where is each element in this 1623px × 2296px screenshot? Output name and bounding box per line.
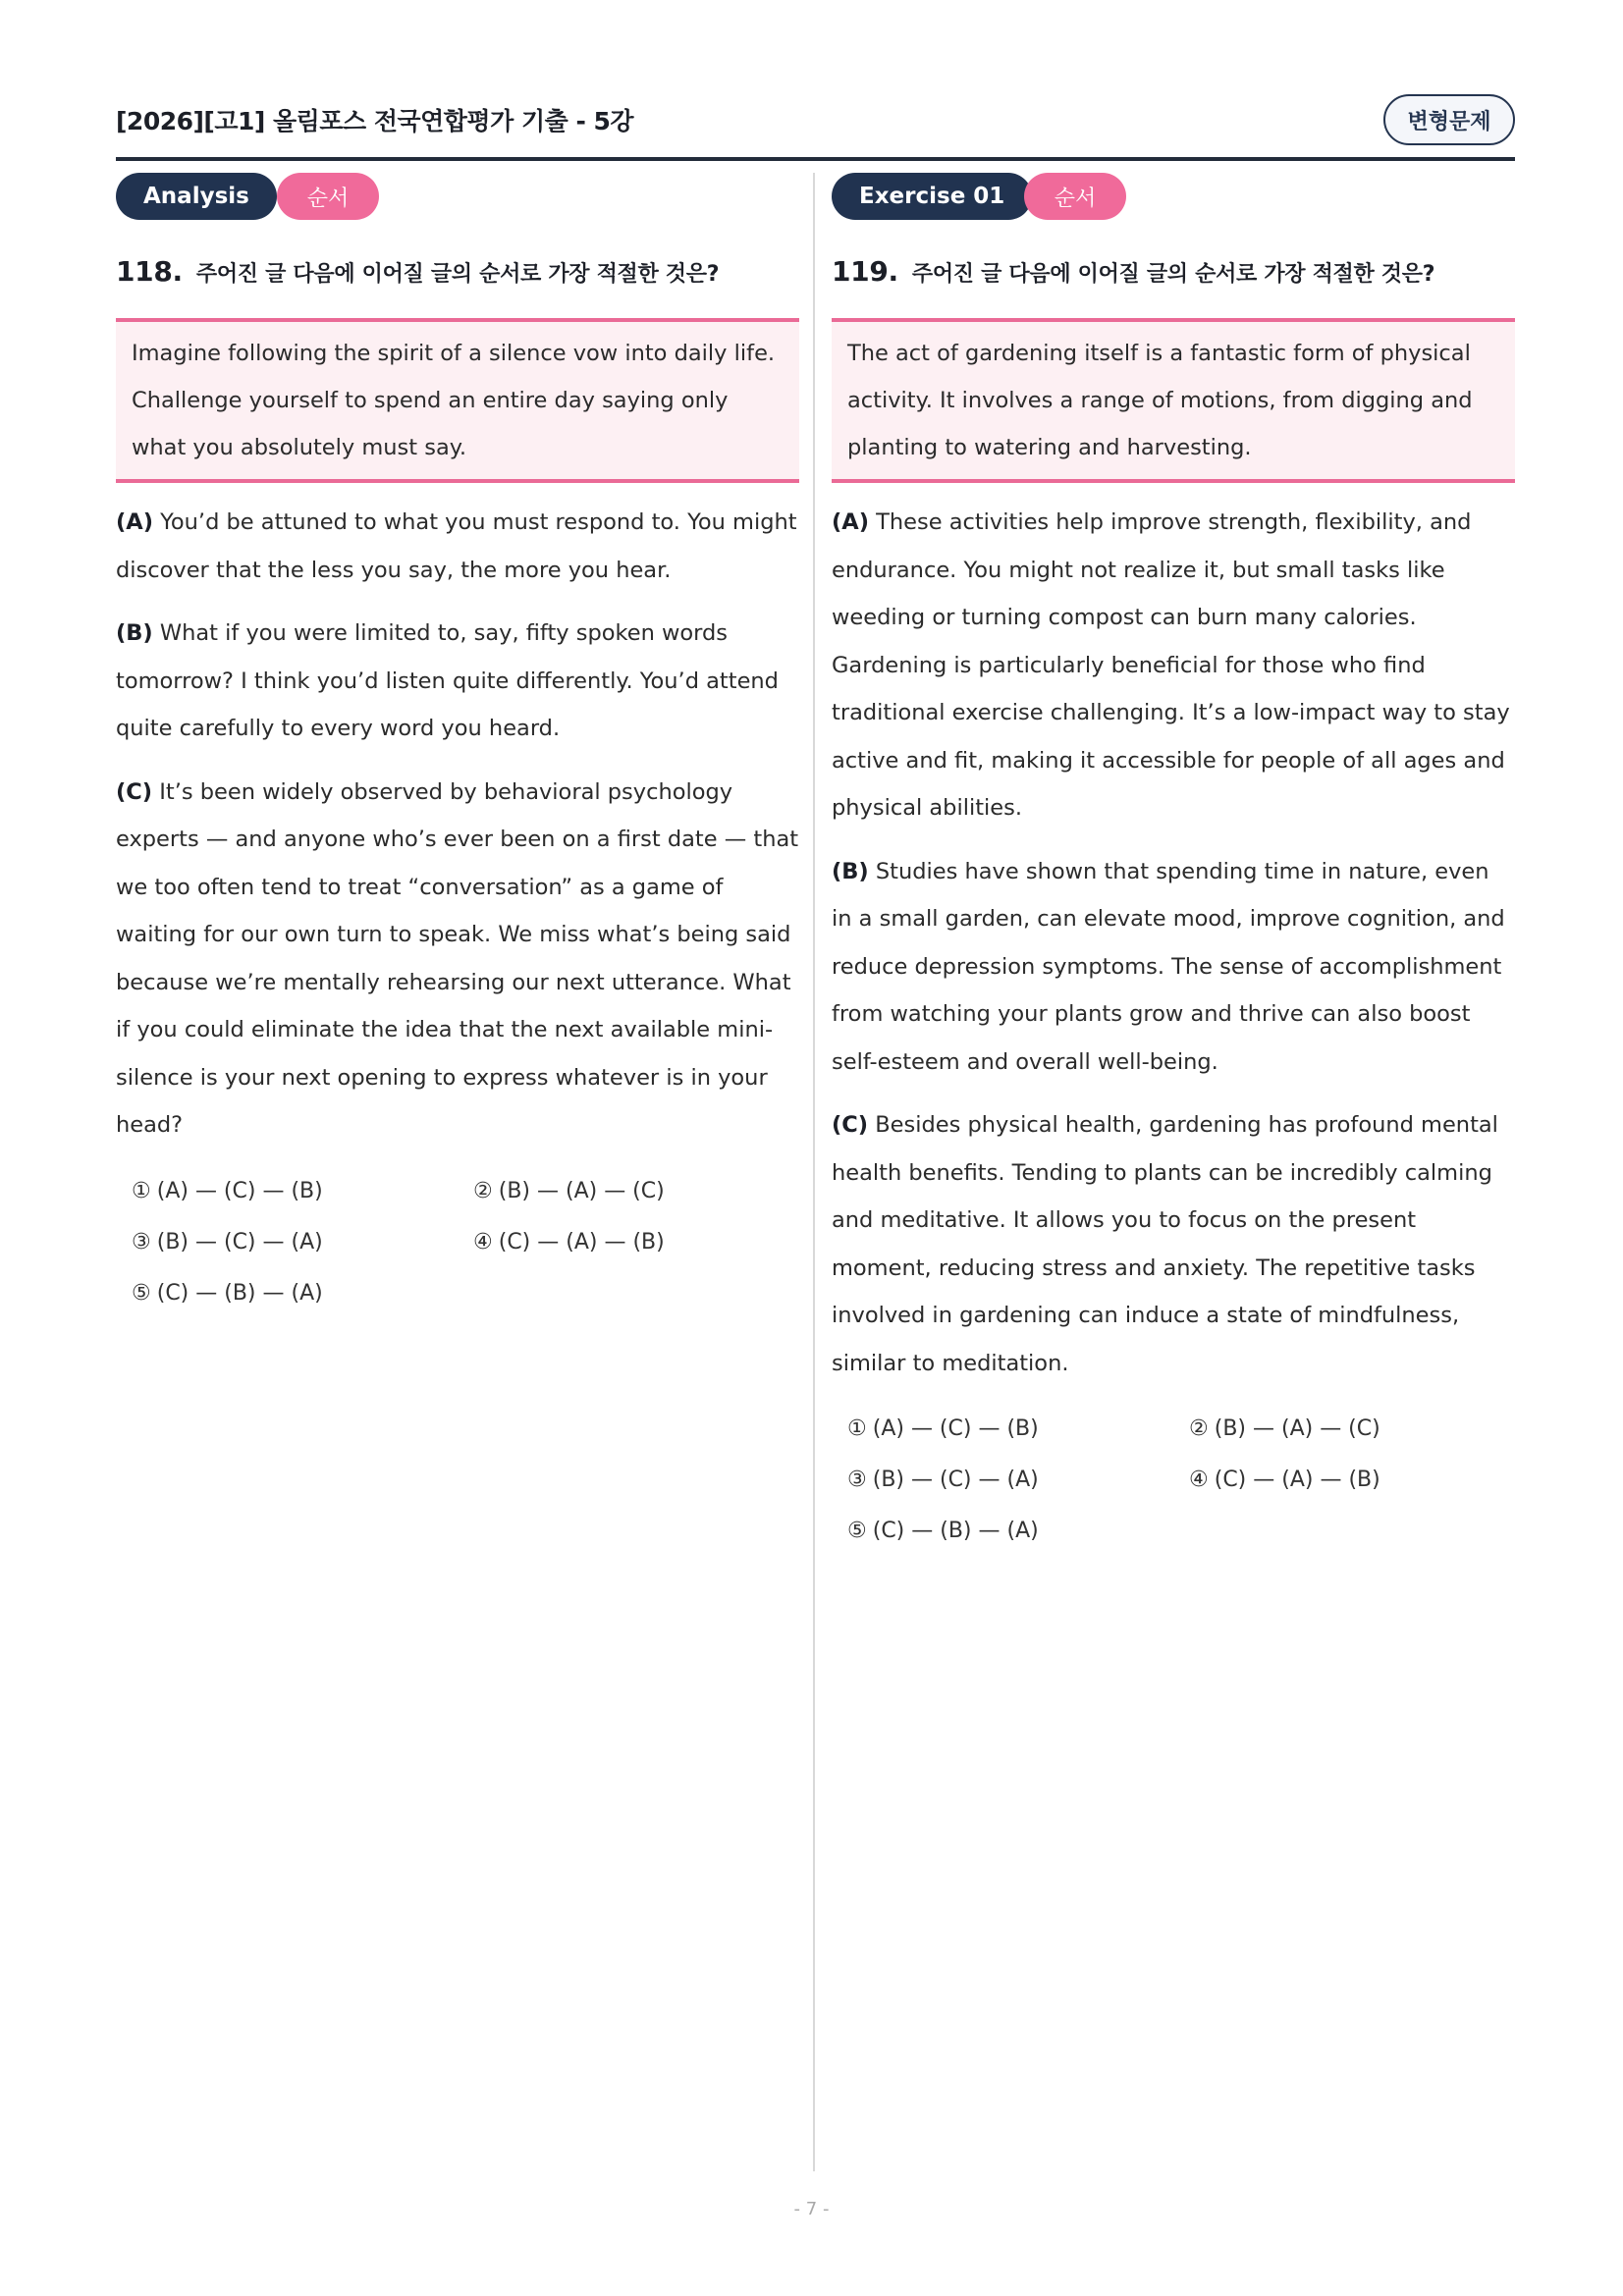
order-tag: 순서 <box>1024 173 1126 220</box>
column-divider <box>813 173 815 2171</box>
question-119-column <box>832 173 1515 1550</box>
choice-5[interactable]: ⑤ (C) — (B) — (A) <box>847 1519 1039 1543</box>
page-header <box>116 94 1515 161</box>
paragraph-c <box>832 1101 1515 1387</box>
paragraph-label: (C) <box>832 1112 869 1138</box>
paragraph-text: These activities help improve strength, flexibility, and endurance. You might not realize it, but small tasks like weeding or turning compost can burn many calories. Gardening is particularly beneficial for those who find traditional exercise challenging. It’s a low-impact way to stay active and fit, making it accessible for people of all ages and physical abilities. <box>832 509 1510 821</box>
page-number: - 7 - <box>793 2199 830 2219</box>
question-header <box>116 255 799 306</box>
tag-row <box>832 173 1515 222</box>
question-prompt: 주어진 글 다음에 이어질 글의 순서로 가장 적절한 것은? <box>195 262 720 287</box>
choice-1[interactable]: ① (A) — (C) — (B) <box>132 1178 323 1203</box>
paragraph-text: Besides physical health, gardening has profound mental health benefits. Tending to plants can be incredibly calming and meditative. It allows you to focus on the present moment, reducing stress and anxiety. The repetitive tasks involved in gardening can induce a state of mindfulness, similar to meditation. <box>832 1112 1498 1376</box>
question-prompt: 주어진 글 다음에 이어질 글의 순서로 가장 적절한 것은? <box>911 262 1435 287</box>
question-number: 119. <box>832 255 898 288</box>
question-header <box>832 255 1515 306</box>
order-tag: 순서 <box>277 173 379 220</box>
tag-row <box>116 173 799 222</box>
answer-choices <box>116 1173 799 1312</box>
paragraph-label: (C) <box>116 778 153 805</box>
paragraph-b <box>832 848 1515 1087</box>
document-title: [2026][고1] 올림포스 전국연합평가 기출 - 5강 <box>116 107 634 135</box>
answer-choices <box>832 1411 1515 1550</box>
paragraph-label: (B) <box>832 858 869 884</box>
paragraph-label: (A) <box>116 509 153 535</box>
question-118-column <box>116 173 799 1312</box>
question-number: 118. <box>116 255 183 288</box>
choice-4[interactable]: ④ (C) — (A) — (B) <box>1189 1468 1380 1492</box>
paragraph-text: You’d be attuned to what you must respond to. You might discover that the less you say, the more you hear. <box>116 509 797 583</box>
choice-4[interactable]: ④ (C) — (A) — (B) <box>473 1229 665 1255</box>
choice-3[interactable]: ③ (B) — (C) — (A) <box>847 1468 1039 1492</box>
choice-1[interactable]: ① (A) — (C) — (B) <box>847 1416 1039 1441</box>
paragraph-c <box>116 769 799 1149</box>
choice-5[interactable]: ⑤ (C) — (B) — (A) <box>132 1280 323 1306</box>
paragraph-a <box>832 499 1515 832</box>
given-passage: The act of gardening itself is a fantastic form of physical activity. It involves a range of motions, from digging and planting to watering and harvesting. <box>832 318 1515 483</box>
paragraph-text: What if you were limited to, say, fifty spoken words tomorrow? I think you’d listen quite differently. You’d attend quite carefully to every word you heard. <box>116 620 779 741</box>
analysis-tag: Analysis <box>116 173 277 220</box>
variant-badge: 변형문제 <box>1383 94 1515 145</box>
paragraph-label: (B) <box>116 620 153 646</box>
choice-2[interactable]: ② (B) — (A) — (C) <box>1189 1416 1380 1441</box>
paragraph-b <box>116 610 799 753</box>
choice-2[interactable]: ② (B) — (A) — (C) <box>473 1178 665 1203</box>
paragraph-label: (A) <box>832 509 869 535</box>
paragraph-text: It’s been widely observed by behavioral psychology experts — and anyone who’s ever been on a first date — that we too often tend to treat “conversation” as a game of waiting for our own turn to speak. We miss what’s being said because we’re mentally rehearsing our next utterance. What if you could eliminate the idea that the next available mini-silence is your next opening to express whatever is in your head? <box>116 778 799 1138</box>
paragraph-text: Studies have shown that spending time in nature, even in a small garden, can elevate mood, improve cognition, and reduce depression symptoms. The sense of accomplishment from watching your plants grow and thrive can also boost self-esteem and overall well-being. <box>832 858 1505 1075</box>
exercise-tag: Exercise 01 <box>832 173 1032 220</box>
choice-3[interactable]: ③ (B) — (C) — (A) <box>132 1229 323 1255</box>
given-passage: Imagine following the spirit of a silence vow into daily life. Challenge yourself to spend an entire day saying only what you absolutely must say. <box>116 318 799 483</box>
paragraph-a <box>116 499 799 594</box>
